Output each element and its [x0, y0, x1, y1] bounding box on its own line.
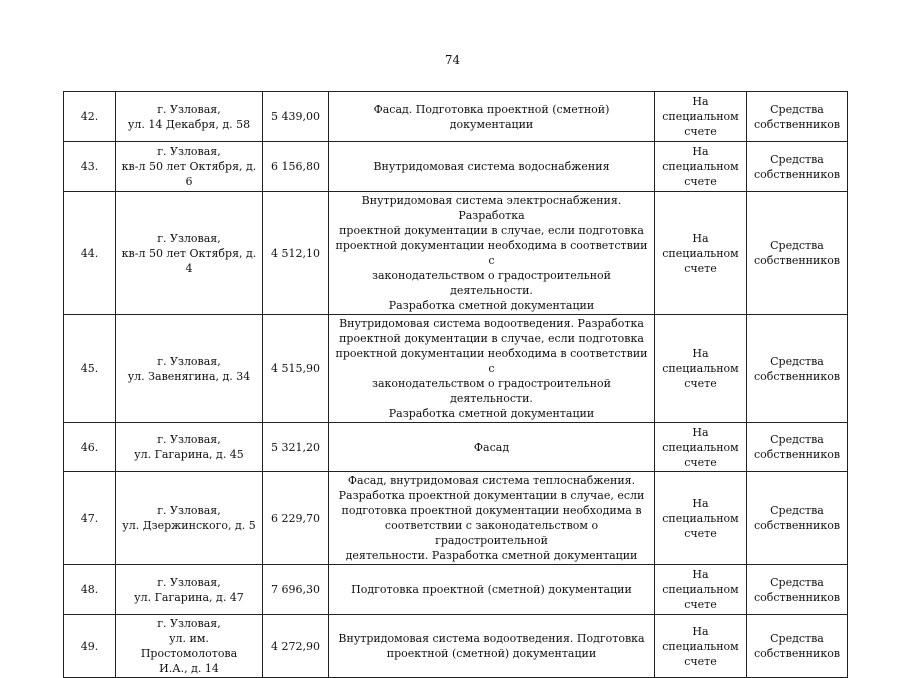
funding-source-cell — [747, 472, 848, 565]
work-description-cell — [329, 423, 655, 472]
row-number-line: 45. — [80, 362, 99, 375]
work-description-cell-line: Внутридомовая система водоснабжения — [373, 160, 610, 173]
address-cell — [116, 192, 263, 315]
cost-cell — [263, 565, 329, 615]
table-row — [64, 92, 848, 142]
address-cell-line: г. Узловая, — [157, 231, 221, 245]
cost-cell-line: 5 439,00 — [271, 110, 320, 123]
account-cell-line: счете — [684, 654, 717, 668]
address-cell-line: И.А., д. 14 — [159, 662, 219, 675]
table-row — [64, 615, 848, 678]
address-cell — [116, 472, 263, 565]
work-description-cell — [329, 92, 655, 142]
account-cell-line: На — [692, 425, 709, 439]
address-cell-line: г. Узловая, — [157, 617, 221, 630]
account-cell-line: счете — [684, 125, 717, 138]
table-row — [64, 142, 848, 192]
address-cell — [116, 92, 263, 142]
address-cell-line: г. Узловая, — [157, 504, 221, 517]
row-number-line: 46. — [80, 440, 99, 454]
account-cell-line: На — [692, 231, 709, 245]
row-number-line: 49. — [80, 639, 99, 653]
address-cell — [116, 565, 263, 615]
account-cell-line: На — [692, 568, 709, 581]
account-cell — [655, 472, 747, 565]
address-cell-line: кв-л 50 лет Октября, д. 4 — [121, 246, 257, 275]
work-description-cell-line: законодательством о градостроительной деятельности. — [371, 269, 611, 297]
address-cell-line: ул. Завенягина, д. 34 — [127, 369, 251, 383]
cost-cell-line: 4 272,90 — [271, 639, 320, 653]
address-cell-line: г. Узловая, — [157, 575, 221, 589]
work-description-cell-line: Внутридомовая система водоотведения. Разработка — [339, 317, 644, 330]
cost-cell-line: 4 512,10 — [271, 246, 320, 260]
account-cell-line: специальном — [662, 440, 739, 454]
account-cell-line: На — [692, 347, 709, 360]
row-number-line: 48. — [80, 583, 99, 596]
funding-source-cell-line: собственников — [753, 254, 841, 267]
work-description-cell-line: проектной документации в случае, если подготовка — [339, 224, 644, 237]
work-description-cell — [329, 315, 655, 423]
funding-source-cell-line: Средства — [770, 102, 824, 116]
funding-source-cell-line: собственников — [753, 647, 841, 660]
work-description-cell-line: Внутридомовая система электроснабжения. Разработка — [361, 194, 622, 222]
account-cell-line: счете — [684, 261, 717, 275]
funding-source-cell-line: собственников — [753, 167, 841, 181]
account-cell — [655, 92, 747, 142]
account-cell-line: счете — [684, 526, 717, 540]
funding-source-cell-line: Средства — [770, 575, 824, 589]
account-cell — [655, 142, 747, 192]
row-number-line: 42. — [80, 110, 99, 123]
work-description-cell-line: Фасад, внутридомовая система теплоснабжения. — [347, 474, 636, 487]
address-cell-line: г. Узловая, — [157, 145, 221, 158]
work-description-cell-line: Фасад. Подготовка проектной (сметной) документации — [373, 102, 610, 131]
funding-source-cell-line: Средства — [770, 239, 824, 252]
table-row — [64, 472, 848, 565]
work-description-cell-line: проектной (сметной) документации — [386, 647, 597, 660]
table-row — [64, 423, 848, 472]
address-cell — [116, 423, 263, 472]
address-cell — [116, 615, 263, 678]
work-description-cell — [329, 615, 655, 678]
account-cell — [655, 565, 747, 615]
work-description-cell — [329, 472, 655, 565]
funding-source-cell-line: Средства — [770, 433, 824, 446]
row-number — [64, 315, 116, 423]
account-cell-line: специальном — [662, 110, 739, 123]
work-description-cell-line: Подготовка проектной (сметной) документации — [351, 583, 632, 596]
account-cell-line: специальном — [662, 160, 739, 173]
cost-cell — [263, 92, 329, 142]
funding-source-cell-line: Средства — [770, 354, 824, 368]
address-cell-line: г. Узловая, — [157, 433, 221, 446]
funding-source-cell — [747, 142, 848, 192]
page-number: 74 — [444, 53, 461, 67]
funding-source-cell — [747, 92, 848, 142]
address-cell-line: ул. Дзержинского, д. 5 — [122, 519, 256, 532]
address-cell-line: ул. Гагарина, д. 47 — [134, 590, 244, 604]
work-description-cell-line: проектной документации необходима в соответствии с — [335, 347, 648, 375]
account-cell — [655, 423, 747, 472]
work-description-cell-line: Разработка проектной документации в случае, если — [338, 489, 645, 502]
address-cell-line: ул. им. Простомолотова — [140, 632, 238, 660]
table-row — [64, 192, 848, 315]
work-description-cell-line: соответствии с законодательством о градостроительной — [384, 519, 599, 547]
cost-cell — [263, 472, 329, 565]
row-number-line: 47. — [80, 511, 99, 525]
address-cell — [116, 142, 263, 192]
account-cell-line: специальном — [662, 583, 739, 596]
account-cell-line: специальном — [662, 511, 739, 525]
funding-source-cell — [747, 565, 848, 615]
account-cell-line: специальном — [662, 246, 739, 260]
funding-source-cell-line: Средства — [770, 632, 824, 645]
work-description-cell — [329, 565, 655, 615]
funding-source-cell-line: собственников — [753, 369, 841, 383]
cost-cell-line: 7 696,30 — [271, 583, 320, 596]
account-cell-line: счете — [684, 455, 717, 469]
cost-cell — [263, 615, 329, 678]
address-cell — [116, 315, 263, 423]
repair-schedule-table — [63, 91, 848, 678]
work-description-cell-line: подготовка проектной документации необходима в — [341, 504, 642, 517]
row-number — [64, 565, 116, 615]
work-description-cell — [329, 142, 655, 192]
address-cell-line: кв-л 50 лет Октября, д. 6 — [121, 160, 257, 188]
row-number-line: 44. — [80, 246, 99, 260]
address-cell-line: г. Узловая, — [157, 354, 221, 368]
address-cell-line: ул. Гагарина, д. 45 — [134, 448, 244, 461]
row-number — [64, 142, 116, 192]
row-number — [64, 472, 116, 565]
funding-source-cell — [747, 192, 848, 315]
work-description-cell-line: законодательством о градостроительной деятельности. — [371, 377, 611, 405]
account-cell — [655, 615, 747, 678]
cost-cell — [263, 423, 329, 472]
funding-source-cell-line: Средства — [770, 152, 824, 166]
cost-cell-line: 6 156,80 — [271, 160, 320, 173]
row-number — [64, 92, 116, 142]
account-cell-line: На — [692, 624, 709, 638]
row-number — [64, 192, 116, 315]
funding-source-cell-line: Средства — [770, 504, 824, 517]
work-description-cell-line: Разработка сметной документации — [388, 407, 595, 420]
funding-source-cell-line: собственников — [753, 590, 841, 604]
account-cell-line: счете — [684, 598, 717, 611]
work-description-cell-line: Разработка сметной документации — [388, 299, 595, 312]
account-cell-line: На — [692, 496, 709, 510]
account-cell-line: счете — [684, 377, 717, 390]
cost-cell — [263, 142, 329, 192]
account-cell — [655, 192, 747, 315]
account-cell-line: специальном — [662, 362, 739, 375]
work-description-cell-line: проектной документации в случае, если подготовка — [339, 332, 644, 345]
funding-source-cell-line: собственников — [753, 448, 841, 461]
funding-source-cell — [747, 615, 848, 678]
address-cell-line: г. Узловая, — [157, 102, 221, 116]
cost-cell-line: 5 321,20 — [271, 440, 320, 454]
cost-cell-line: 4 515,90 — [271, 362, 320, 375]
address-cell-line: ул. 14 Декабря, д. 58 — [127, 117, 251, 131]
work-description-cell — [329, 192, 655, 315]
cost-cell-line: 6 229,70 — [271, 511, 320, 525]
account-cell — [655, 315, 747, 423]
funding-source-cell-line: собственников — [753, 117, 841, 131]
row-number — [64, 615, 116, 678]
table-row — [64, 315, 848, 423]
cost-cell — [263, 315, 329, 423]
funding-source-cell-line: собственников — [753, 519, 841, 532]
work-description-cell-line: деятельности. Разработка сметной документации — [345, 549, 638, 562]
row-number — [64, 423, 116, 472]
account-cell-line: счете — [684, 175, 717, 188]
work-description-cell-line: проектной документации необходима в соответствии с — [335, 239, 648, 267]
account-cell-line: На — [692, 95, 709, 108]
work-description-cell-line: Фасад — [473, 440, 510, 454]
funding-source-cell — [747, 315, 848, 423]
table-body — [64, 92, 848, 678]
funding-source-cell — [747, 423, 848, 472]
work-description-cell-line: Внутридомовая система водоотведения. Подготовка — [338, 632, 645, 645]
account-cell-line: специальном — [662, 639, 739, 653]
cost-cell — [263, 192, 329, 315]
account-cell-line: На — [692, 145, 709, 158]
table-row — [64, 565, 848, 615]
row-number-line: 43. — [80, 160, 99, 173]
